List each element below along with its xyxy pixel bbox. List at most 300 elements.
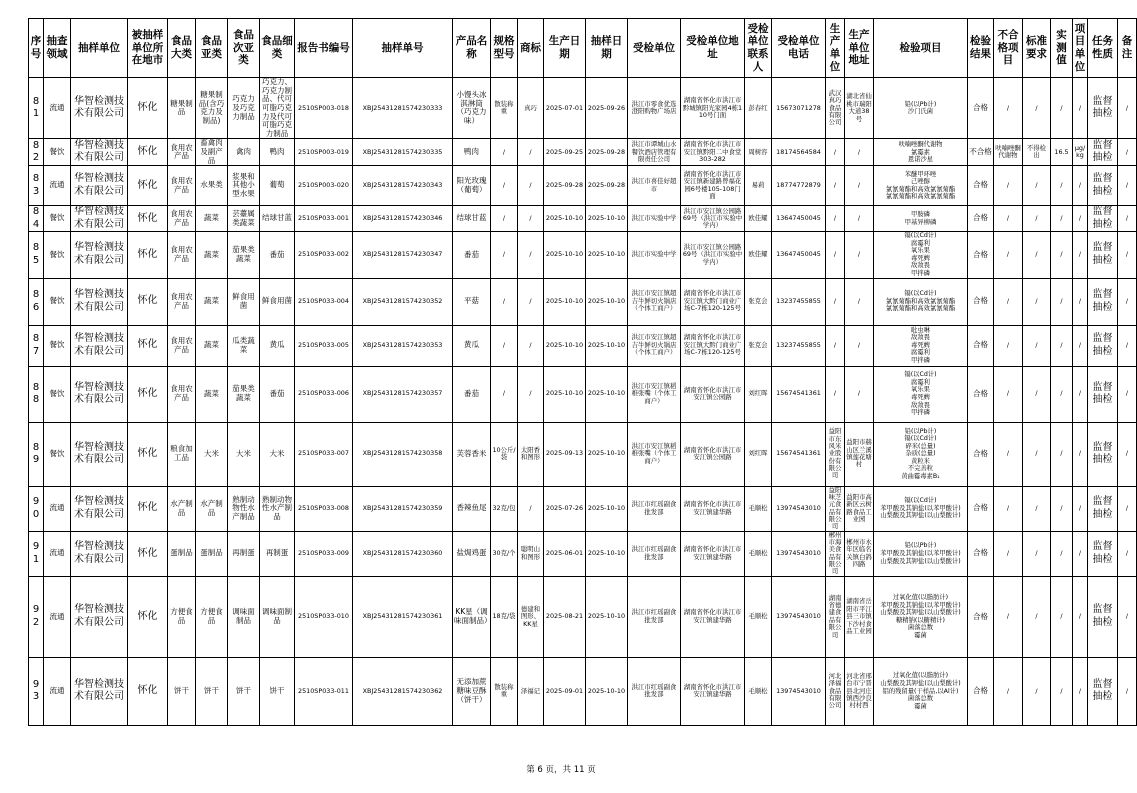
inspection-item: 沙门氏菌 <box>907 108 934 116</box>
table-cell: 2510SP033-009 <box>295 531 353 576</box>
table-cell: 食用农产品 <box>168 206 196 232</box>
table-cell: 畜禽肉及副产品 <box>196 139 228 166</box>
inspection-item: 氯氰菊酯和高效氯氰菊酯 <box>885 185 956 193</box>
table-cell: 蔬菜 <box>196 366 228 422</box>
table-cell: / <box>1118 278 1137 325</box>
table-cell: / <box>1023 232 1051 278</box>
table-cell: 再制蛋 <box>260 531 295 576</box>
table-cell: XBJ25431281574230353 <box>353 325 453 366</box>
table-cell: 欧佳耀 <box>745 206 772 232</box>
table-cell: 怀化 <box>128 422 168 486</box>
table-cell: / <box>518 232 544 278</box>
table-cell: 大米 <box>196 422 228 486</box>
table-cell: / <box>1023 486 1051 531</box>
table-cell: 合格 <box>968 206 994 232</box>
table-cell: 监督抽检 <box>1088 166 1118 206</box>
table-cell: 彭春红 <box>745 78 772 139</box>
table-cell: / <box>826 139 845 166</box>
table-cell: 15673071278 <box>772 78 826 139</box>
table-cell: / <box>1118 139 1137 166</box>
table-cell: 2025-06-01 <box>544 531 586 576</box>
table-cell: 监督抽检 <box>1088 576 1118 657</box>
table-row <box>29 366 1137 422</box>
table-cell: 泽福记 <box>518 657 544 725</box>
table-cell: 15674541361 <box>772 422 826 486</box>
table-cell: 华智检测技术有限公司 <box>71 657 128 725</box>
column-header: 食品亚类 <box>196 19 228 78</box>
table-cell: / <box>994 657 1023 725</box>
table-row <box>29 78 1137 139</box>
table-cell: / <box>1073 486 1088 531</box>
table-cell: / <box>1073 576 1088 657</box>
table-cell: 饼干 <box>196 657 228 725</box>
table-cell: 湖南省怀化市洪江市安江镇建华路 <box>681 486 745 531</box>
table-cell: / <box>826 278 845 325</box>
table-row <box>29 139 1137 166</box>
table-cell: 合格 <box>968 657 994 725</box>
table-row <box>29 657 1137 725</box>
table-cell: 食用农产品 <box>168 278 196 325</box>
table-cell: 怀化 <box>128 232 168 278</box>
table-cell: / <box>1023 422 1051 486</box>
table-cell: 合格 <box>968 78 994 139</box>
table-cell: 刘红晖 <box>745 422 772 486</box>
table-cell: 合格 <box>968 278 994 325</box>
column-header: 抽样单号 <box>353 19 453 78</box>
table-cell: 散装称重 <box>491 78 518 139</box>
table-cell: 湖南省怀化市洪江市安江镇建华路 <box>681 531 745 576</box>
table-cell: / <box>1051 531 1073 576</box>
table-cell: 茄果类蔬菜 <box>228 232 260 278</box>
column-header: 产品名称 <box>453 19 491 78</box>
table-cell: XBJ25431281574230361 <box>353 576 453 657</box>
table-cell <box>874 325 968 366</box>
table-cell: 蔬菜 <box>196 206 228 232</box>
inspection-item: 敌敌畏 <box>911 262 930 270</box>
inspection-item: 己唑醇 <box>911 178 930 186</box>
table-cell: 糖果制品 <box>168 78 196 139</box>
table-cell: 食用农产品 <box>168 325 196 366</box>
table-cell: 监督抽检 <box>1088 531 1118 576</box>
table-cell: 湖南省怀化市洪江市安江镇新建路曾福花园6号楼105-108门面 <box>681 166 745 206</box>
table-cell: 水产制品 <box>168 486 196 531</box>
table-cell: 粮食加工品 <box>168 422 196 486</box>
table-cell: 食用农产品 <box>168 166 196 206</box>
table-cell: 德建和图形、KK星 <box>518 576 544 657</box>
table-cell: / <box>1051 232 1073 278</box>
table-cell: / <box>845 166 874 206</box>
table-cell: / <box>1118 232 1137 278</box>
table-cell: 流通 <box>44 166 71 206</box>
inspection-item: 苯甲酸及其钠盐(以苯甲酸计) <box>880 601 961 609</box>
table-cell: 食用农产品 <box>168 232 196 278</box>
table-cell: / <box>826 206 845 232</box>
table-cell: 合格 <box>968 486 994 531</box>
table-cell: 再制蛋 <box>228 531 260 576</box>
table-cell: 90 <box>29 486 44 531</box>
table-cell: / <box>826 366 845 422</box>
table-cell: 洪江市实验中学 <box>628 206 681 232</box>
table-cell: / <box>845 206 874 232</box>
table-cell: 不得检出 <box>1023 139 1051 166</box>
inspection-item: 镉(以Cd计) <box>904 435 937 443</box>
inspection-item: 过氧化值(以脂肪计) <box>892 594 949 602</box>
table-cell: 蛋制品 <box>168 531 196 576</box>
table-cell: / <box>518 166 544 206</box>
table-cell: 监督抽检 <box>1088 139 1118 166</box>
table-cell: 2025-10-10 <box>586 278 628 325</box>
table-cell: 洪江市安江镇稻稚张嘴（个体工商户） <box>628 366 681 422</box>
table-cell: 89 <box>29 422 44 486</box>
table-cell: / <box>994 422 1023 486</box>
table-cell: 大米 <box>228 422 260 486</box>
table-cell: 合格 <box>968 166 994 206</box>
column-header: 受检单位电话 <box>772 19 826 78</box>
table-cell: 监督抽检 <box>1088 232 1118 278</box>
table-cell: / <box>845 139 874 166</box>
inspection-item: 镉(以Cd计) <box>904 371 937 379</box>
table-cell: / <box>1118 531 1137 576</box>
table-cell: XBJ25431281574230352 <box>353 278 453 325</box>
table-cell: / <box>994 206 1023 232</box>
table-cell: XBJ25431281574230335 <box>353 139 453 166</box>
table-cell: 2025-10-10 <box>544 232 586 278</box>
table-cell: 毛顺松 <box>745 576 772 657</box>
table-cell: 周树容 <box>745 139 772 166</box>
table-cell: 洪江市实验中学 <box>628 232 681 278</box>
table-cell: 湖南省怀化市洪江市安江镇黔阳二中食堂303-282 <box>681 139 745 166</box>
table-cell: / <box>826 325 845 366</box>
table-cell <box>874 278 968 325</box>
table-cell: / <box>826 232 845 278</box>
table-cell: 食用农产品 <box>168 139 196 166</box>
table-cell: / <box>1051 366 1073 422</box>
table-cell: 合格 <box>968 576 994 657</box>
table-cell: 湖南省怀化市洪江市安江镇建华路 <box>681 576 745 657</box>
table-cell: 调味面制品 <box>260 576 295 657</box>
table-cell: 茄果类蔬菜 <box>228 366 260 422</box>
table-cell: / <box>1073 657 1088 725</box>
inspection-item: 苯甲酸及其钠盐(以苯甲酸计) <box>880 504 961 512</box>
table-cell: 16.5 <box>1051 139 1073 166</box>
table-cell: / <box>1118 576 1137 657</box>
column-header: 受检单位联系人 <box>745 19 772 78</box>
table-cell: 18774772879 <box>772 166 826 206</box>
table-cell: / <box>1073 78 1088 139</box>
table-cell: 怀化 <box>128 206 168 232</box>
table-cell: / <box>1073 232 1088 278</box>
table-cell: 餐饮 <box>44 278 71 325</box>
table-cell: / <box>1073 366 1088 422</box>
table-cell: 蛋制品 <box>196 531 228 576</box>
table-cell: 81 <box>29 78 44 139</box>
table-cell: / <box>1051 576 1073 657</box>
table-cell: 洪江市安江镇超吉牛鲜切火锅店（个体工商户） <box>628 325 681 366</box>
table-body <box>29 78 1137 726</box>
table-cell: 不合格 <box>968 139 994 166</box>
table-cell: XBJ25431281574230359 <box>353 486 453 531</box>
table-cell: XBJ25431281574230346 <box>353 206 453 232</box>
table-cell: 监督抽检 <box>1088 366 1118 422</box>
table-cell: 2025-10-10 <box>586 531 628 576</box>
table-cell: / <box>518 139 544 166</box>
table-cell: / <box>1051 78 1073 139</box>
inspection-table <box>28 18 1137 726</box>
inspection-item: 过氧化值(以脂肪计) <box>892 672 949 680</box>
table-cell <box>874 531 968 576</box>
table-cell: μg/kg <box>1073 139 1088 166</box>
table-cell: 怀化 <box>128 576 168 657</box>
inspection-item: 腐霉利 <box>911 239 930 247</box>
inspection-item: 腐霉利 <box>911 378 930 386</box>
inspection-item: 腐霉利 <box>911 349 930 357</box>
table-cell: 益阳市东风米业股份有限公司 <box>826 422 845 486</box>
table-cell: KK星（调味面制品） <box>453 576 491 657</box>
table-cell: 2025-10-10 <box>544 366 586 422</box>
table-cell: 2025-10-10 <box>586 576 628 657</box>
column-header: 抽样日期 <box>586 19 628 78</box>
table-cell: 鸭肉 <box>260 139 295 166</box>
table-cell: 洪江市谭城山水餐饮酒店管理有限责任公司 <box>628 139 681 166</box>
inspection-item: 甲拌磷 <box>911 269 930 277</box>
inspection-item: 氯氰菊酯和高效氯氰菊酯 <box>885 297 956 305</box>
table-cell: / <box>518 325 544 366</box>
table-row <box>29 325 1137 366</box>
table-cell: XBJ25431281574230362 <box>353 657 453 725</box>
inspection-item: 镉(以Cd计) <box>904 497 937 505</box>
table-cell: / <box>994 232 1023 278</box>
column-header: 生产日期 <box>544 19 586 78</box>
table-cell: / <box>1023 206 1051 232</box>
table-cell: 2025-09-28 <box>544 166 586 206</box>
table-cell: 监督抽检 <box>1088 78 1118 139</box>
inspection-item: 氧乐果 <box>911 247 930 255</box>
table-cell: 2510SP033-002 <box>295 232 353 278</box>
inspection-item: 镉(以Cd计) <box>904 290 937 298</box>
table-cell: 2510SP033-011 <box>295 657 353 725</box>
table-cell: / <box>1118 486 1137 531</box>
table-cell: 2510SP033-007 <box>295 422 353 486</box>
table-cell: 怀化 <box>128 366 168 422</box>
inspection-item: 敌敌畏 <box>911 401 930 409</box>
inspection-item: 苯醚甲环唑 <box>904 170 937 178</box>
table-cell: 怀化 <box>128 166 168 206</box>
table-row <box>29 531 1137 576</box>
table-cell: 流通 <box>44 531 71 576</box>
inspection-item: 山梨酸及其钾盐(以山梨酸计) <box>880 557 961 565</box>
table-cell: 湖南省德建食品有限公司 <box>826 576 845 657</box>
table-cell: 太阳香和图形 <box>518 422 544 486</box>
table-cell <box>874 206 968 232</box>
inspection-item: 山梨酸及其钾盐(以山梨酸计) <box>880 680 961 688</box>
column-header: 受检单位地址 <box>681 19 745 78</box>
table-cell: 10公斤/袋 <box>491 422 518 486</box>
table-cell: / <box>994 78 1023 139</box>
column-header: 序号 <box>29 19 44 78</box>
table-cell: 黄瓜 <box>453 325 491 366</box>
table-cell: / <box>1023 576 1051 657</box>
table-cell: 2025-10-10 <box>586 366 628 422</box>
table-cell: 怀化 <box>128 139 168 166</box>
table-cell: 武汉真巧食品有限公司 <box>826 78 845 139</box>
table-cell: 浆果和其他小型水果 <box>228 166 260 206</box>
table-cell: / <box>491 166 518 206</box>
table-cell: XBJ25431281574230358 <box>353 422 453 486</box>
table-cell: 餐饮 <box>44 366 71 422</box>
table-cell: XBJ25431281574230343 <box>353 166 453 206</box>
table-cell: 番茄 <box>453 366 491 422</box>
inspection-item: 铅(以Pb计) <box>904 427 937 435</box>
table-cell: 监督抽检 <box>1088 278 1118 325</box>
table-cell: / <box>1051 325 1073 366</box>
table-cell: 2510SP003-020 <box>295 166 353 206</box>
table-cell: 合格 <box>968 366 994 422</box>
table-cell: / <box>845 278 874 325</box>
table-cell: 湖北省仙桃市瑞阳大道38号 <box>845 78 874 139</box>
table-cell: / <box>518 486 544 531</box>
inspection-item: 吡虫啉 <box>911 326 930 334</box>
table-cell: 87 <box>29 325 44 366</box>
table-cell: 13647450045 <box>772 206 826 232</box>
table-row <box>29 422 1137 486</box>
table-cell: 熟制动物性水产制品 <box>228 486 260 531</box>
table-cell: / <box>1073 278 1088 325</box>
table-cell: 84 <box>29 206 44 232</box>
column-header: 实测值 <box>1051 19 1073 78</box>
column-header: 备注 <box>1118 19 1137 78</box>
column-header: 食品细类 <box>260 19 295 78</box>
table-cell: 蔬菜 <box>196 325 228 366</box>
table-cell: 蔬菜 <box>196 278 228 325</box>
table-cell: 13237455855 <box>772 278 826 325</box>
table-cell <box>874 366 968 422</box>
table-cell: / <box>1023 531 1051 576</box>
table-cell: 2025-10-10 <box>544 206 586 232</box>
table-cell: / <box>994 576 1023 657</box>
table-cell: 巧克力及巧克力制品 <box>228 78 260 139</box>
table-cell: 餐饮 <box>44 422 71 486</box>
table-cell: 怀化 <box>128 325 168 366</box>
table-cell: 华智检测技术有限公司 <box>71 278 128 325</box>
table-cell: 饼干 <box>260 657 295 725</box>
column-header: 报告书编号 <box>295 19 353 78</box>
table-cell: XBJ25431281574230347 <box>353 232 453 278</box>
table-row <box>29 166 1137 206</box>
inspection-item: 甲胺磷 <box>911 211 930 219</box>
column-header: 抽查领域 <box>44 19 71 78</box>
column-header: 生产单位 <box>826 19 845 78</box>
table-cell: 监督抽检 <box>1088 657 1118 725</box>
table-cell: 华智检测技术有限公司 <box>71 486 128 531</box>
inspection-item: 甲基异柳磷 <box>904 218 937 226</box>
table-cell: 鲜食用菌 <box>228 278 260 325</box>
table-cell: / <box>1073 422 1088 486</box>
table-cell: 2025-08-21 <box>544 576 586 657</box>
inspection-item: 氧乐果 <box>911 386 930 394</box>
table-cell <box>874 139 968 166</box>
table-cell: 2510SP033-001 <box>295 206 353 232</box>
column-header: 食品次亚类 <box>228 19 260 78</box>
table-cell: 15674541361 <box>772 366 826 422</box>
table-cell: 2510SP033-005 <box>295 325 353 366</box>
table-cell: 30克/个 <box>491 531 518 576</box>
table-cell: 湖南省怀化市洪江市安江镇大黔门商业广场C-7栋120-125号 <box>681 278 745 325</box>
table-cell: 93 <box>29 657 44 725</box>
inspection-item: 毒死蜱 <box>911 394 930 402</box>
table-cell: / <box>1051 486 1073 531</box>
table-cell: 益阳市高新区云树路食品工业园 <box>845 486 874 531</box>
table-cell: / <box>1051 166 1073 206</box>
table-cell: 调味面制品 <box>228 576 260 657</box>
table-cell: / <box>1118 366 1137 422</box>
table-cell: / <box>1023 78 1051 139</box>
table-cell: 怀化 <box>128 657 168 725</box>
table-cell: 2025-10-10 <box>586 232 628 278</box>
table-cell: 怀化 <box>128 531 168 576</box>
table-cell: 合格 <box>968 325 994 366</box>
table-cell: XBJ25431281574230360 <box>353 531 453 576</box>
table-cell: 洪江市红瑶副食批发部 <box>628 531 681 576</box>
table-cell: / <box>1118 657 1137 725</box>
table-cell: / <box>994 325 1023 366</box>
column-header: 不合格项目 <box>994 19 1023 78</box>
table-cell: 洪江市红瑶副食批发部 <box>628 657 681 725</box>
inspection-item: 毒死蜱 <box>911 254 930 262</box>
inspection-item: 苯甲酸及其钠盐(以苯甲酸计) <box>880 549 961 557</box>
table-cell: 水果类 <box>196 166 228 206</box>
table-cell: 2510SP033-004 <box>295 278 353 325</box>
table-cell: 葡萄 <box>260 166 295 206</box>
table-cell: 2025-10-10 <box>544 278 586 325</box>
table-cell: / <box>1073 325 1088 366</box>
inspection-item: 毒死蜱 <box>911 341 930 349</box>
table-cell: 2510SP003-019 <box>295 139 353 166</box>
table-cell: 湖南省怀化市洪江市黔城镇阳光家园4栋110号门面 <box>681 78 745 139</box>
inspection-item: 杂质(总量) <box>905 450 936 458</box>
column-header: 任务性质 <box>1088 19 1118 78</box>
table-cell: / <box>994 486 1023 531</box>
table-cell: 2025-10-10 <box>586 657 628 725</box>
table-cell: / <box>1051 657 1073 725</box>
table-cell: 阳光玫瑰（葡萄） <box>453 166 491 206</box>
table-cell: 2025-09-26 <box>586 78 628 139</box>
table-cell: 2025-09-01 <box>544 657 586 725</box>
table-cell: / <box>491 206 518 232</box>
table-cell: / <box>845 325 874 366</box>
table-cell: 瓜类蔬菜 <box>228 325 260 366</box>
table-cell: 洪江市红瑶副食批发部 <box>628 486 681 531</box>
table-cell: XBJ25431281574230333 <box>353 78 453 139</box>
inspection-item: 不完善粒 <box>907 465 934 473</box>
table-cell: 湖南省怀化市洪江市安江镇公园路 <box>681 366 745 422</box>
table-header-row <box>29 19 1137 78</box>
table-cell: / <box>518 206 544 232</box>
table-cell: 平菇 <box>453 278 491 325</box>
table-cell: / <box>1023 166 1051 206</box>
table-cell: 盐焗鸡蛋 <box>453 531 491 576</box>
table-row <box>29 232 1137 278</box>
table-cell: / <box>994 366 1023 422</box>
table-row <box>29 278 1137 325</box>
table-cell: 华智检测技术有限公司 <box>71 325 128 366</box>
table-cell: 益阳市赫山区兰溪镇莲花塘村 <box>845 422 874 486</box>
table-cell: 2025-10-10 <box>544 325 586 366</box>
column-header: 受检单位 <box>628 19 681 78</box>
table-cell: 欧佳耀 <box>745 232 772 278</box>
table-cell: 蔬菜 <box>196 232 228 278</box>
table-cell: 水产制品 <box>196 486 228 531</box>
table-cell: 2025-09-25 <box>544 139 586 166</box>
